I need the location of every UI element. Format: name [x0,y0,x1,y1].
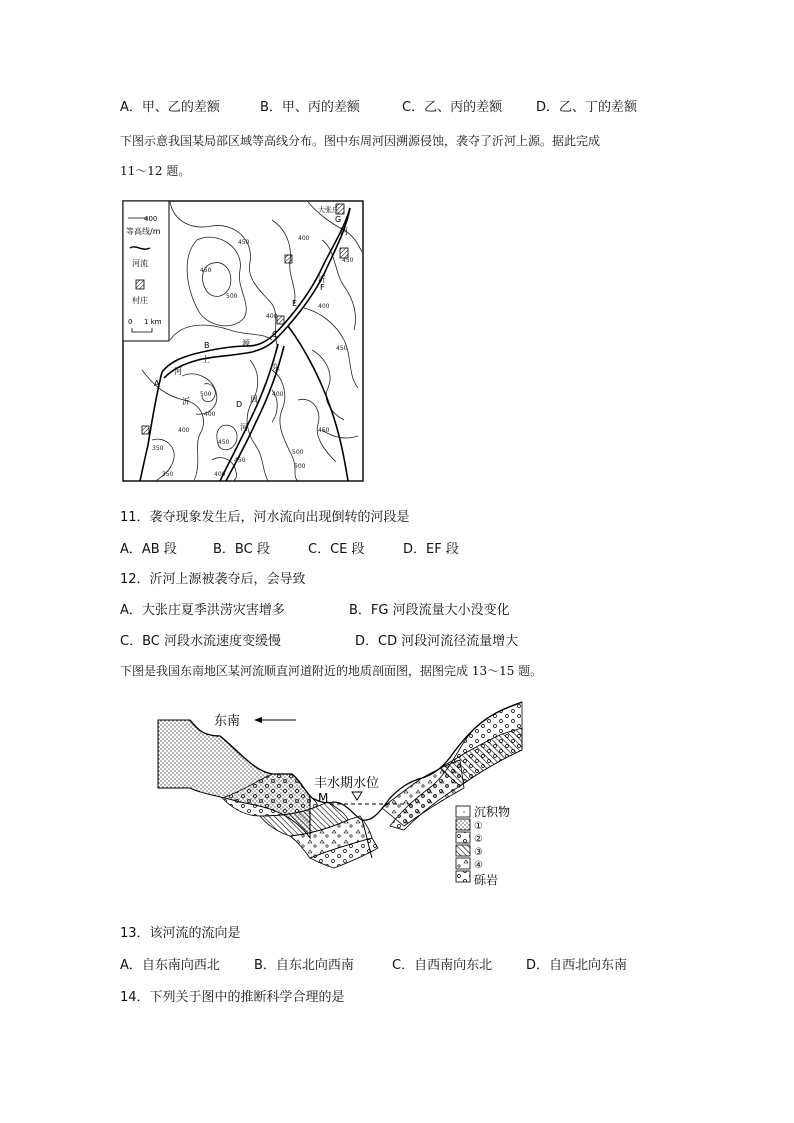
legend-conglomerate: 砾岩 [474,873,499,887]
contour-label: 350 [152,445,164,452]
river-char: 沂 [182,397,190,406]
option-c: C．CE 段 [308,542,365,557]
contour-label: 350 [162,471,174,478]
q13-stem: 13．该河流的流向是 [120,926,241,941]
option-a: A．大张庄夏季洪涝灾害增多 [120,603,285,618]
intro-text-1b: 11～12 题。 [120,164,191,178]
q12-options-row2 [120,630,518,649]
legend-layer-2: ② [474,834,483,845]
q14-stem: 14．下列关于图中的推断科学合理的是 [120,990,345,1005]
contour-label: 450 [336,345,348,352]
contour-label: 400 [266,313,278,320]
q11-stem: 11．袭夺现象发生后，河水流向出现倒转的河段是 [120,510,410,525]
contour-map [122,200,364,482]
option-c: C．乙、丙的差额 [402,100,503,115]
option-b: B．BC 段 [213,542,270,557]
river-char: 河 [340,227,348,236]
contour-label: 450 [234,457,246,464]
q11-options [120,538,459,557]
option-b: B．自东北向西南 [254,958,354,973]
contour-label: 500 [292,449,304,456]
legend-river-label: 河流 [132,259,148,268]
option-d: D．乙、丁的差额 [536,100,638,115]
river-char: 周 [250,395,258,404]
q13-options [120,954,627,973]
contour-label: 450 [200,267,212,274]
contour-label: 450 [238,239,250,246]
section-legend [456,804,510,887]
contour-label: 400 [204,411,216,418]
contour-label: 400 [318,303,330,310]
river-char: 河 [174,367,182,376]
point-g: G [335,215,342,224]
option-c: C．自西南向东北 [392,958,493,973]
point-m-label: M [318,791,329,805]
contour-label: 450 [218,439,230,446]
option-b: B．FG 河段流量大小没变化 [349,603,510,618]
point-b: B [204,341,210,350]
point-c: C [272,330,278,339]
legend-scale-value: 1 km [144,318,162,326]
q10-options [120,96,637,115]
contour-label: 400 [178,427,190,434]
contour-label: 400 [214,471,226,478]
point-d: D [236,400,243,409]
option-b: B．甲、丙的差额 [260,100,360,115]
direction-label: 东南 [214,714,241,729]
river-char: 河 [240,423,248,432]
legend-sediment: 沉积物 [474,805,511,819]
option-d: D．CD 河段河流径流量增大 [355,634,519,649]
legend-layer-4: ④ [474,860,483,871]
river-char: 沂 [318,275,326,284]
contour-label: 500 [226,293,238,300]
option-d: D．自西北向东南 [526,958,628,973]
contour-label: 400 [272,391,284,398]
q12-options-row1 [120,599,510,618]
contour-label: 400 [298,235,310,242]
point-f: F [320,283,325,292]
legend-layer-3: ③ [474,847,483,858]
water-level-label: 丰水期水位 [314,776,380,791]
river-char: 上 [202,355,210,364]
place-dazhangzhuang: 大张庄 [318,206,339,214]
option-c: C．BC 河段水流速度变缓慢 [120,634,281,649]
map-legend [123,201,169,341]
contour-label: 500 [200,391,212,398]
legend-contour-label: 等高线/m [126,227,161,236]
contour-label: 450 [342,257,354,264]
point-e: E [292,299,298,308]
q12-stem: 12．沂河上源被袭夺后，会导致 [120,572,306,587]
river-char: 源 [242,339,250,348]
option-a: A．甲、乙的差额 [120,100,220,115]
legend-village-label: 村庄 [132,296,148,305]
option-a: A．AB 段 [120,542,177,557]
option-d: D．EF 段 [403,542,459,557]
contour-label: 500 [294,463,306,470]
intro-text-1: 下图示意我国某局部区域等高线分布。图中东周河因溯源侵蚀，袭夺了沂河上源。据此完成 [120,134,601,148]
legend-layer-1: ① [474,821,483,832]
geologic-section [150,698,530,908]
contour-label: 450 [318,427,330,434]
point-a: A [154,379,160,388]
option-a: A．自东南向西北 [120,958,220,973]
intro-text-2: 下图是我国东南地区某河流顺直河道附近的地质剖面图，据图完成 13～15 题。 [120,664,543,678]
legend-scale-zero: 0 [128,318,133,326]
legend-contour-value: 400 [144,215,158,223]
river-char: 东 [272,363,280,372]
